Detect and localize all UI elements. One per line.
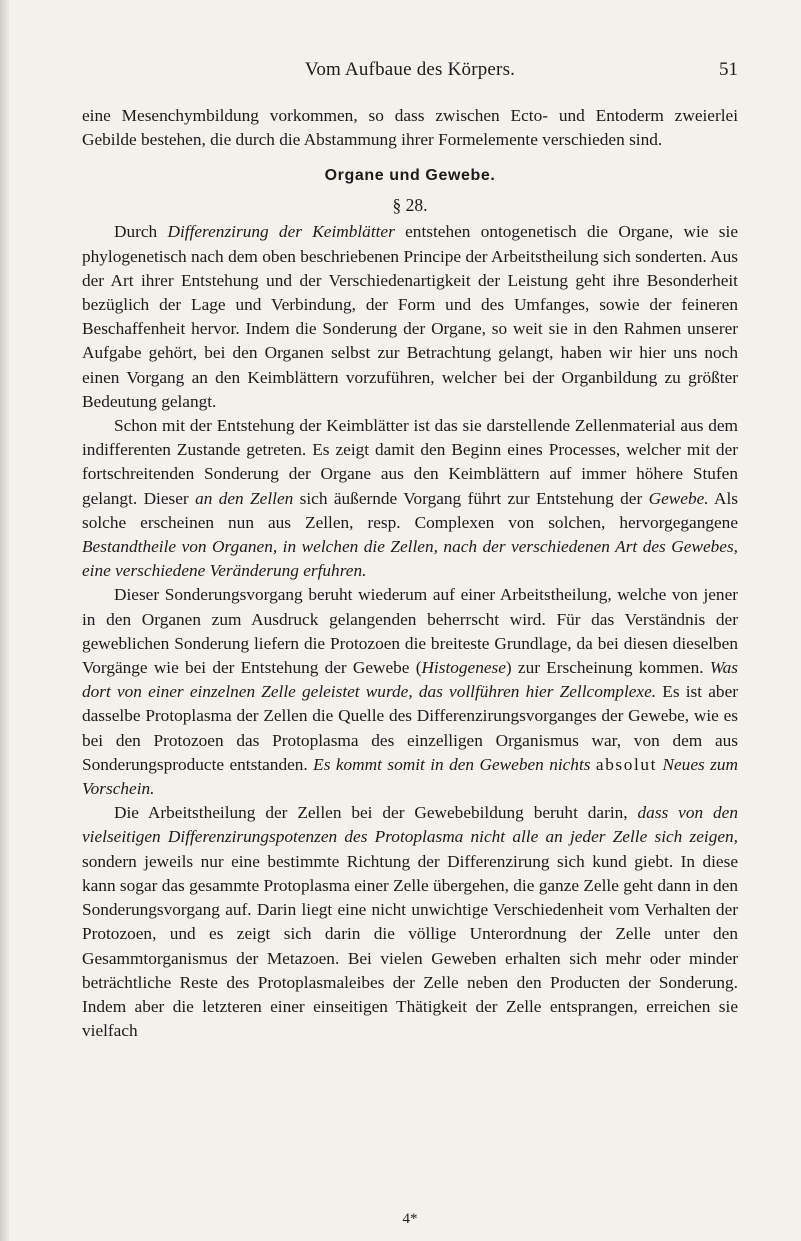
emphasis: Neues zum Vorschein.	[82, 754, 738, 799]
page-binding-edge	[0, 0, 9, 1241]
emphasis: an den Zellen	[195, 488, 294, 508]
running-header	[82, 59, 738, 85]
paragraph-4	[82, 801, 738, 1043]
text-run: Schon mit der Entstehung der Keimblätter ist das sie darstellende Zellenmaterial aus dem indifferenten Zustande getreten. Es zeigt damit den Beginn eines Processes, welcher mit der fortschreitenden Sonderung der Organe aus den Keimblättern auf immer höhere Stufen gelangt. Dieser	[82, 416, 738, 508]
page-body	[82, 104, 738, 1043]
text-run: ) zur Erscheinung kommen.	[505, 658, 710, 678]
section-heading: Organe und Gewebe.	[324, 167, 496, 185]
text-run: Dieser Sonderungsvorgang beruht wiederum auf einer Arbeitstheilung, welche von jener in den Organen zum Ausdruck gelangenden beherrscht wird. Für das Verständnis der geweblichen Sonderung liefern die Protozoen die breiteste Grundlage, da bei diesen dieselben Vorgänge wie bei der Entstehung der Gewebe (	[82, 585, 738, 678]
emphasis: dass von den vielseitigen Differenzirungspotenzen des Protoplasma nicht alle an jeder Zelle sich zeigen,	[82, 803, 738, 847]
emphasis: Was dort von einer einzelnen Zelle geleistet wurde, das vollführen hier Zellcomplexe.	[82, 658, 738, 702]
text-run: sondern jeweils nur eine bestimmte Richtung der Differenzirung sich kund giebt. In diese kann sogar das gesammte Protoplasma einer Zelle übergehen, die ganze Zelle geht dann in den Sonderungsvorgang auf. Darin liegt eine nicht unwichtige Verschiedenheit vom Verhalten der Protozoen, und es zeigt sich darin die völlige Unterordnung der Zelle unter den Gesammtorganismus der Metazoen. Bei vielen Geweben erhalten sich mehr oder minder beträchtliche Reste des Protoplasmaleibes der Zelle neben den Producten der Sonderung. Indem aber die letzteren einer einseitigen Thätigkeit der Zelle entsprangen, erreichen sie vielfach	[82, 851, 738, 1041]
text-run: Es ist aber dasselbe Protoplasma der Zellen die Quelle des Differenzirungsvorganges der Gewebe, wie es bei den Protozoen das Protoplasma des einzelligen Organismus war, von dem aus Sonderungsproducte entstanden.	[82, 682, 738, 774]
section-number: § 28.	[392, 195, 428, 216]
emphasis: Es kommt somit in den Geweben nichts	[313, 754, 591, 774]
emphasis: Bestandtheile von Organen, in welchen die Zellen, nach der verschiedenen Art des Gewebes, eine verschiedene Veränderung erfuhren.	[82, 537, 738, 581]
emphasis: Differenzirung der Keimblätter	[167, 222, 395, 242]
text-run: Als solche erscheinen nun aus Zellen, resp. Complexen von solchen, hervorgegangene	[82, 488, 739, 532]
signature-mark: 4*	[402, 1211, 418, 1227]
emphasis: Histogenese	[421, 658, 506, 678]
text-run: sich äußernde Vorgang führt zur Entstehung der	[293, 488, 649, 508]
paragraph-continued: eine Mesenchymbildung vorkommen, so dass zwischen Ecto- und Entoderm zweierlei Gebilde bestehen, die durch die Abstammung ihrer Formelemente verschieden sind.	[82, 106, 738, 150]
text-run: Durch	[114, 222, 168, 242]
paragraph-1	[82, 220, 738, 414]
emphasis: Gewebe.	[648, 488, 709, 508]
paragraph-3	[82, 583, 738, 801]
spaced-emphasis: absolut	[595, 754, 658, 774]
text-run: Die Arbeitstheilung der Zellen bei der Gewebebildung beruht darin,	[114, 803, 638, 823]
text-run: entstehen ontogenetisch die Organe, wie sie phylogenetisch nach dem oben beschriebenen Principe der Arbeitstheilung sich sonderten. Aus der Art ihrer Entstehung und der Verschiedenartigkeit der Leistung geht ihre Besonderheit bezüglich der Lage und Verbindung, der Form und des Umfanges, sowie der feineren Beschaffenheit hervor. Indem die Sonderung der Organe, so weit sie in den Rahmen unserer Aufgabe gehört, bei den Organen selbst zur Betrachtung gelangt, haben wir hier uns noch einen Vorgang an den Keimblättern vorzuführen, welcher bei der Organbildung zu größter Bedeutung gelangt.	[82, 222, 739, 411]
page-number: 51	[719, 59, 738, 80]
paragraph-2	[82, 414, 738, 583]
running-title: Vom Aufbaue des Körpers.	[304, 59, 516, 80]
